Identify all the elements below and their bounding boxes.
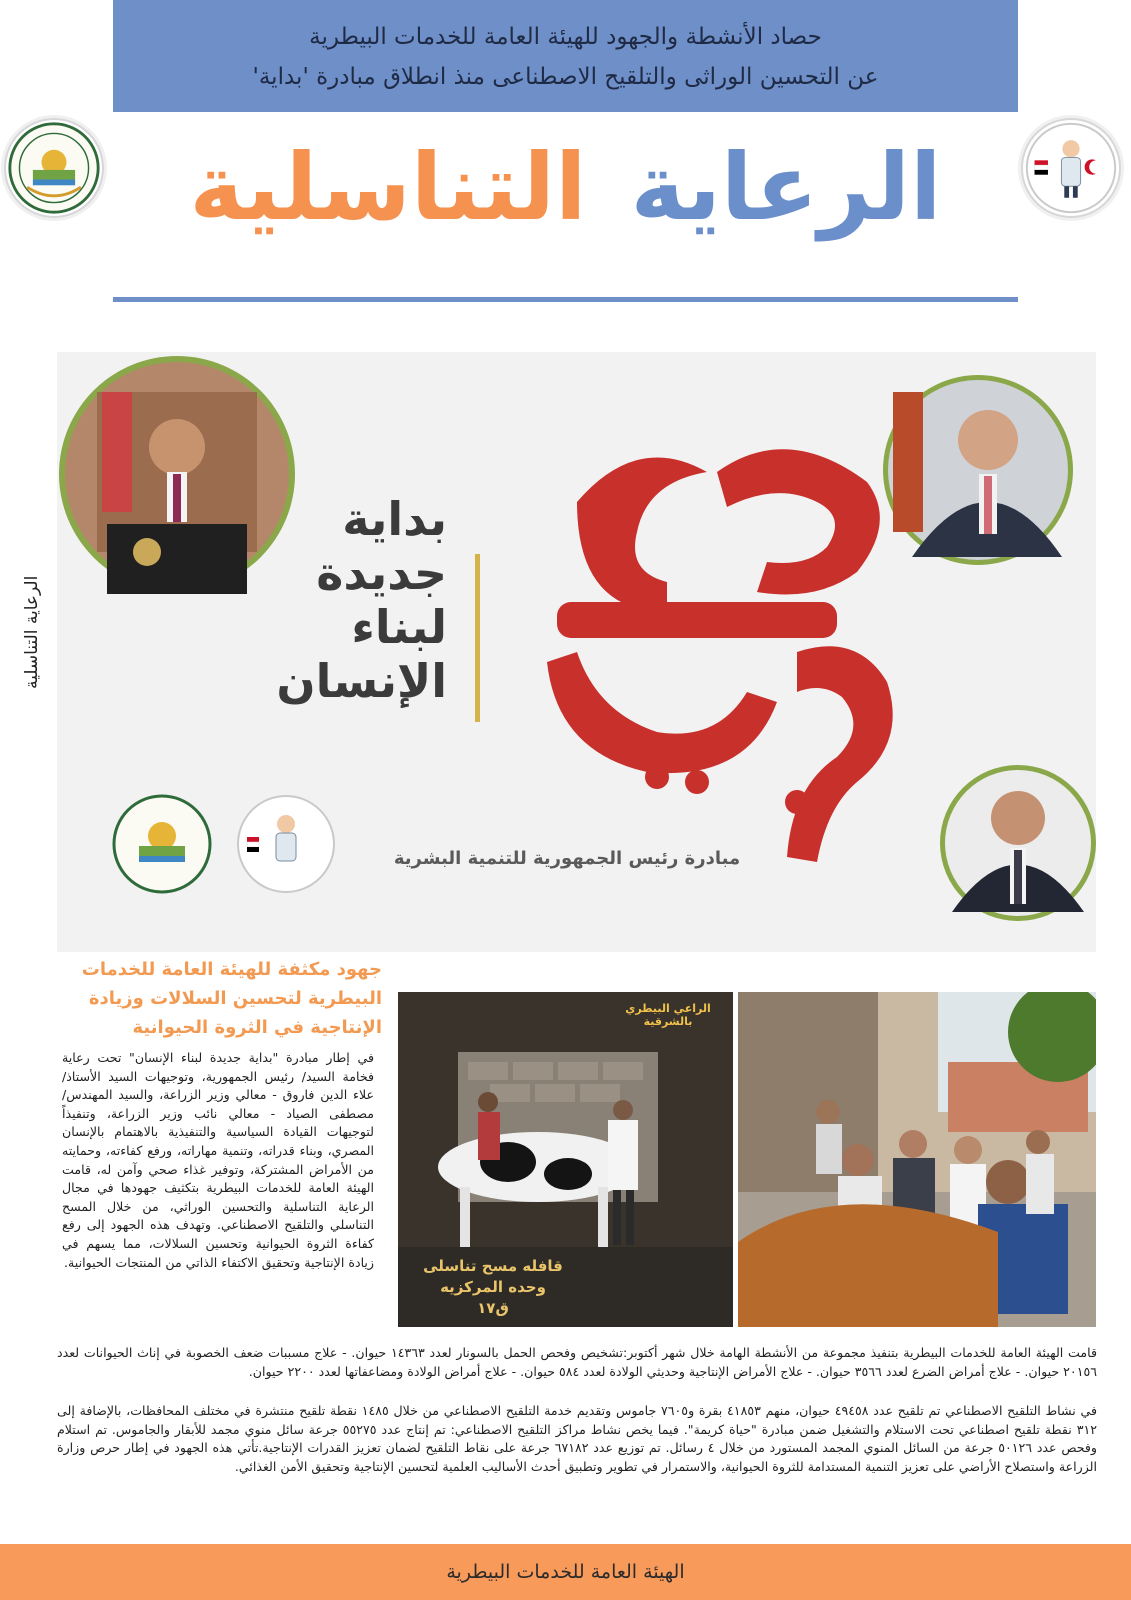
poster-vet-services-logo [238,796,334,892]
title-word-reproductive: التناسلية [189,134,587,241]
october-activities-paragraph: قامت الهيئة العامة للخدمات البيطرية بتنفيذ مجموعة من الأنشطة الهامة خلال شهر أكتوبر:تشخيص وفحص الحمل بالسونار لعدد ١٤٣٦٣ حيوان. - علاج مسببات ضعف الخصوبة في إناث الحيوانات لعدد ٢٠١٥٦ حيوان. - علاج أمراض الضرع لعدد ٣٥٦٦ حيوان. - علاج الأمراض الإنتاجية وحديثي الولادة لعدد ٥٨٤ حيوان. - علاج أمراض الولادة ومضاعفاتها لعدد ٢٢٠٠ حيوان. [57,1345,1097,1379]
title-divider [113,297,1018,302]
tagline-line-4: الإنسان [276,654,447,708]
poster-ministry-seal [114,796,210,892]
section-heading: جهود مكثفة للهيئة العامة للخدمات البيطرية لتحسين السلالات وزيادة الإنتاجية في الثروة الحيوانية [81,959,382,1038]
footer-text: الهيئة العامة للخدمات البيطرية [446,1561,685,1583]
header-line-1: حصاد الأنشطة والجهود للهيئة العامة للخدمات البيطرية [309,24,822,50]
intro-paragraph: في إطار مبادرة "بداية جديدة لبناء الإنسان" تحت رعاية فخامة السيد/ رئيس الجمهورية، وتوجيهات السيد الأستاذ/ علاء الدين فاروق - معالي وزير الزراعة، والسيد المهندس/ مصطفى الصياد - معالي نائب وزير الزراعة، وتنفيذاً لتوجيهات القيادة السياسية والتنفيذية بالاهتمام بالإنسان المصري، وبناء قدراته، وتنمية مهاراته، ورفع كفاءته، وحمايته من الأمراض المشتركة، وتوفير غذاء صحي وآمن له، قامت الهيئة العامة للخدمات البيطرية بتكثيف جهودها في مجال الرعاية التناسلية والتحسين الوراثي، من خلال المسح التناسلي والتلقيح الاصطناعي. وتهدف هذه الجهود إلى رفع كفاءة الثروة الحيوانية وتحسين السلالات، مما يسهم في زيادة الإنتاجية وتحقيق الاكتفاء الذاتي من المنتجات الحيوانية. [62,1050,374,1270]
deputy-minister-portrait [940,765,1096,921]
tagline-line-3: لبناء [351,600,447,654]
bedaya-calligraphy-logo [547,449,893,862]
header-line-2: عن التحسين الوراثى والتلقيح الاصطناعى منذ انطلاق مبادرة 'بداية' [252,64,879,90]
photo-caption [408,1256,578,1319]
artificial-insemination-paragraph: في نشاط التلقيح الاصطناعي تم تلقيح عدد ٤٩٤٥٨ حيوان، منهم ٤١٨٥٣ بقرة و٧٦٠٥ جاموس وتقديم خدمة التلقيح الاصطناعي من خلال ١٤٨٥ نقطة تلقيح منتشرة في مختلف المحافظات، بالإضافة إلى ٣١٢ نقطة تلقيح اصطناعي تحت الاستلام والتشغيل ضمن مبادرة "حياة كريمة". فيما يخص نشاط مراكز التلقيح الاصطناعي: تم إنتاج عدد ٥٥٢٧٥ جرعة سائل منوي مجمد للأبقار والجاموس. تم استلام وفحص عدد ٥٠١٢٦ جرعة من السائل المنوي المجمد المستورد من خلال ٤ رسائل. تم توزيع عدد ٦٧١٨٢ جرعة على نقاط التلقيح لضمان تعزيز القدرات الإنتاجية.تأتي هذه الجهود في إطار حرص وزارة الزراعة واستصلاح الأراضي على تعزيز التنمية المستدامة للثروة الحيوانية، والاستمرار في تطوير وتطبيق أحدث الأساليب العلمية لتحسين الإنتاجية وتحقيق الأمن الغذائي. [57,1403,1097,1474]
poster-tagline [237,492,447,708]
page-title [100,128,1031,248]
field-inspection-photo [738,992,1096,1327]
photo-caption-line-3: ق١٧ [477,1299,509,1317]
title-word-care: الرعاية [630,134,942,241]
side-label: الرعاية التناسلية [22,575,42,689]
footer-bar [0,1544,1131,1600]
poster-initiative-line: مبادرة رئيس الجمهورية للتنمية البشرية [393,848,741,869]
poster-divider-line [475,554,480,722]
minister-portrait [883,375,1073,565]
tagline-line-2: جديدة [316,546,447,600]
initiative-poster [57,352,1096,952]
tagline-line-1: بداية [342,492,447,546]
photo-caption-line-1: قافله مسح تناسلى [423,1257,563,1275]
vet-services-logo [1021,118,1121,218]
photo-caption-line-2: وحده المركزيه [440,1278,546,1296]
ministry-seal-logo [4,118,104,218]
survey-caravan-photo [398,992,733,1327]
photo-watermark: الراعي البيطري بالشرقية [625,1002,711,1028]
header-banner [113,0,1018,112]
